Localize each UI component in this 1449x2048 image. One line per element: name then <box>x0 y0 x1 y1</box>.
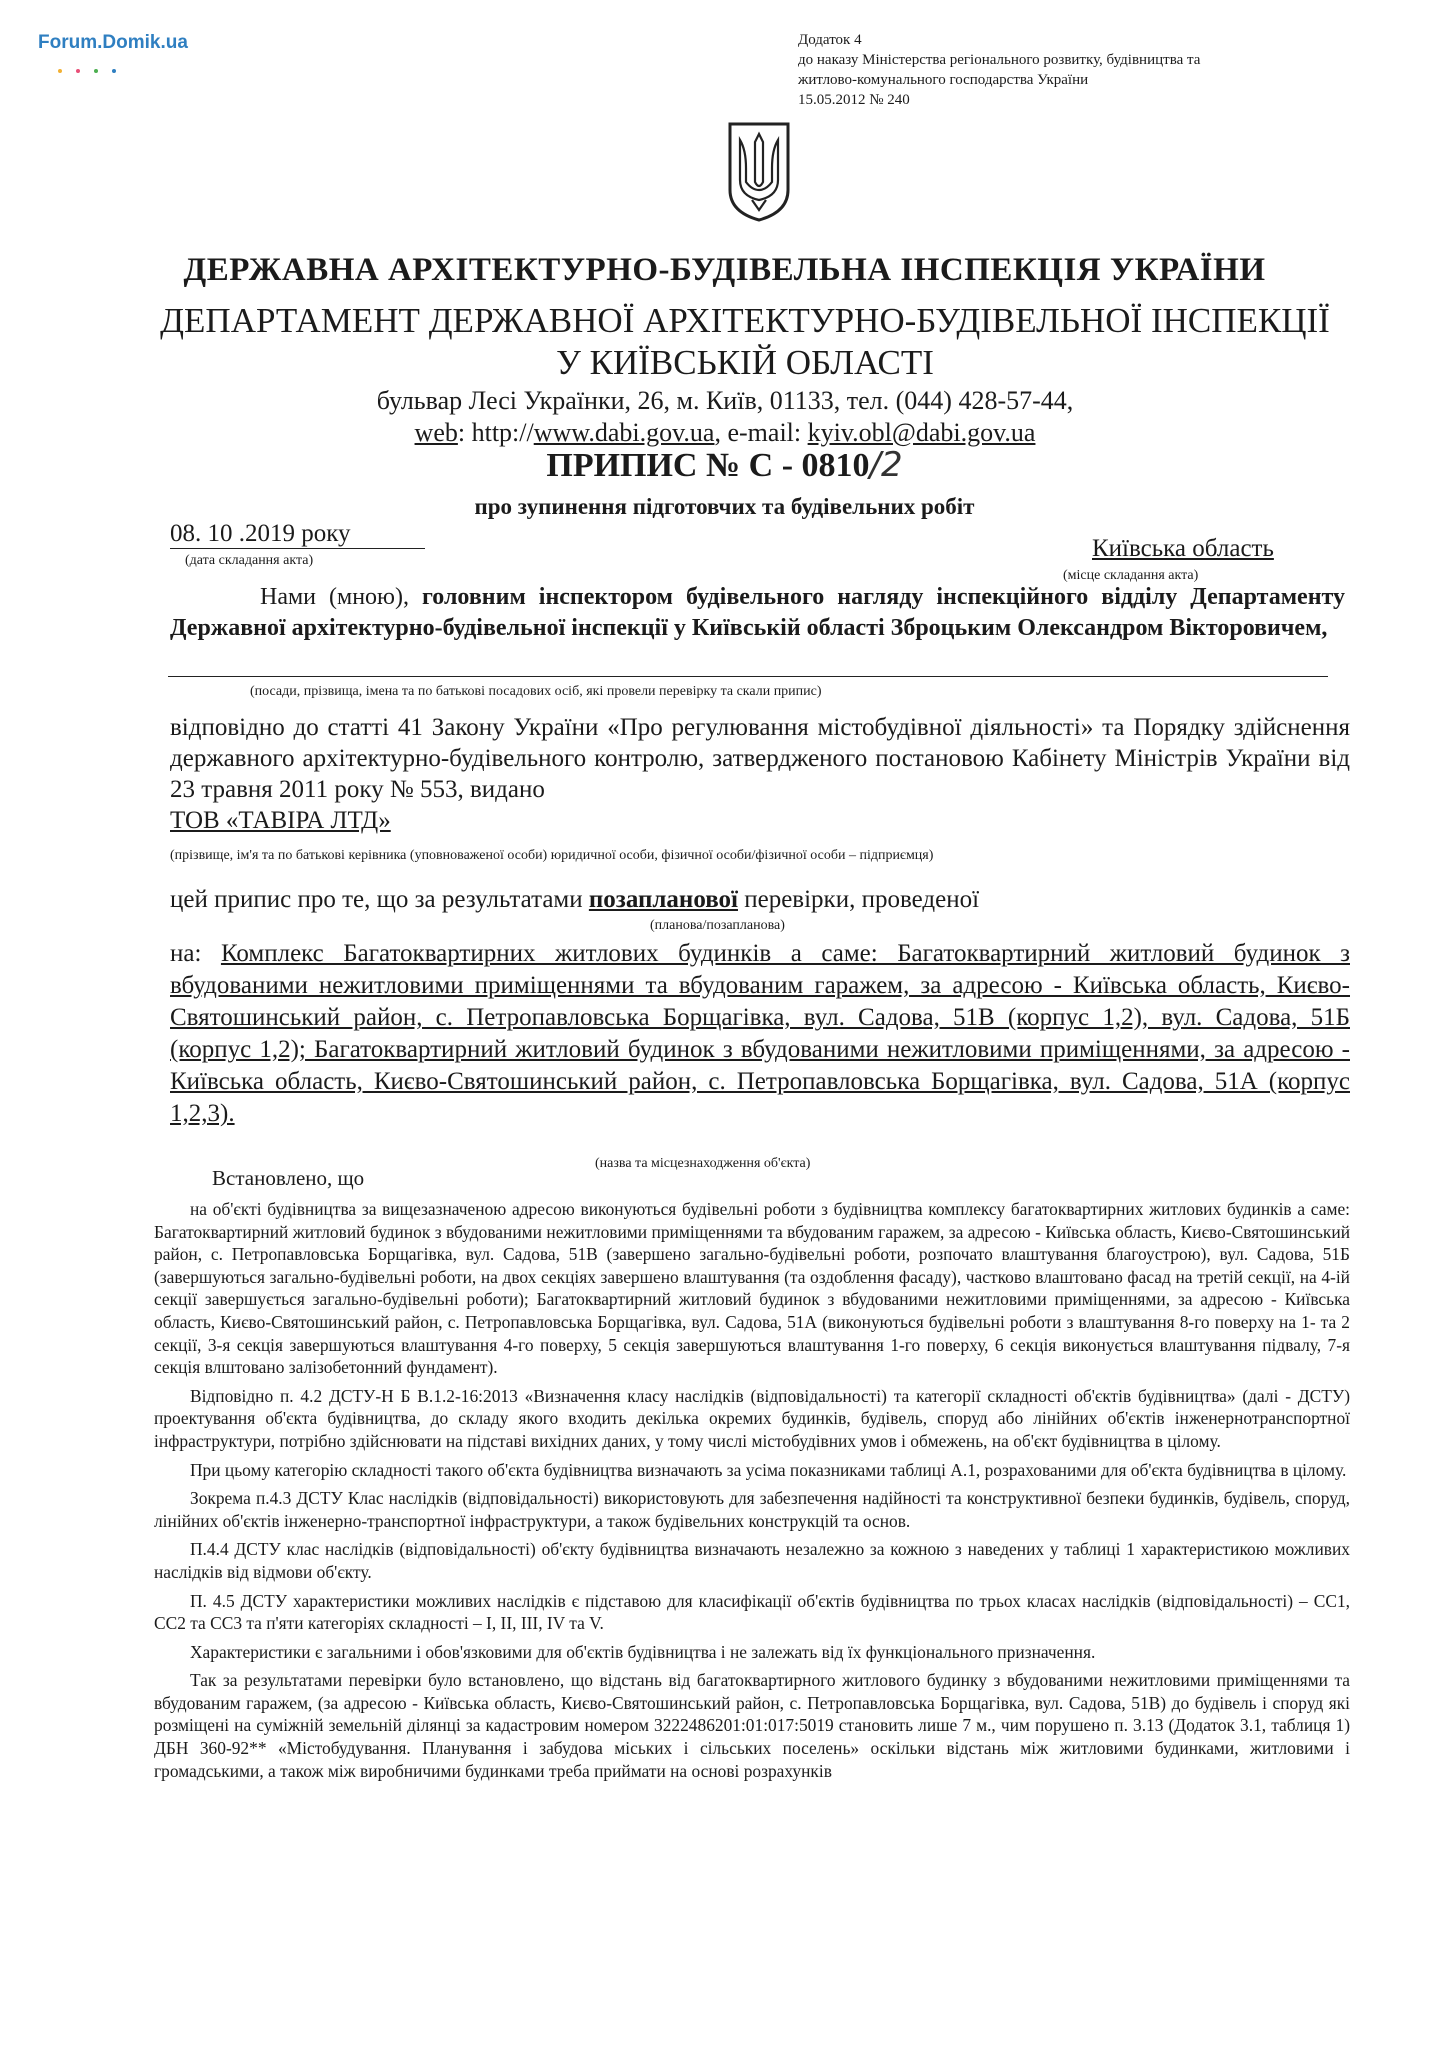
inspector-underline <box>168 676 1328 677</box>
basis-paragraph <box>170 712 1350 836</box>
inspector-lead: Нами (мною), <box>260 584 422 610</box>
annex-line: житлово-комунального господарства України <box>798 72 1089 88</box>
date-caption: (дата складання акта) <box>185 553 314 568</box>
order-title <box>0 445 1449 485</box>
findings-paragraph: на об'єкті будівництва за вищезазначеною адресою виконуються будівельні роботи з будівництва комплексу багатоквартирних житлових будинків а саме: Багатоквартирний житловий будинок з вбудованими нежитловими приміщеннями та вбудованим гаражем, за адресою - Київська область, Києво-Святошинський район, с. Петропавловська Борщагівка, вул. Садова, 51В (завершено загально-будівельні роботи, розпочато влаштування благоустрою), вул. Садова, 51Б (завершуються загально-будівельні роботи, на двох секціях завершено влаштування (та оздоблення фасаду), частково влаштовано фасад на третій секції, на 4-ій секції завершується загально-будівельні роботи); Багатоквартирний житловий будинок з вбудованими нежитловими приміщеннями, за адресою - Київська область, Києво-Святошинський район, с. Петропавловська Борщагівка, вул. Садова, 51А (виконуються будівельні роботи з влаштування 8-го поверху на 1- та 2 секції, 3-я секція завершуються влаштування 4-го поверху, 5 секція завершуються влаштування 1-го поверху, 6 секція виконується влаштування підвалу, 7-я секція влштовано залізобетонний фундамент). <box>154 1199 1350 1378</box>
owner-caption: (прізвище, ім'я та по батькові керівника (уповноваженої особи) юридичної особи, фізичної особи/фізичної особи – підприємця) <box>170 848 934 863</box>
department-line: ДЕПАРТАМЕНТ ДЕРЖАВНОЇ АРХІТЕКТУРНО-БУДІВЕЛЬНОЇ ІНСПЕКЦІЇ <box>160 301 1330 340</box>
inspection-kind-caption: (планова/позапланова) <box>650 918 785 933</box>
department-line: У КИЇВСЬКІЙ ОБЛАСТІ <box>556 343 934 382</box>
object-prefix: на: <box>170 940 221 967</box>
order-date: 08. 10 .2019 року <box>170 520 425 549</box>
findings-paragraph: Характеристики є загальними і обов'язковими для об'єктів будівництва і не залежать від їх функціонального призначення. <box>190 1641 1096 1662</box>
email-link[interactable]: kyiv.obl@dabi.gov.ua <box>807 418 1036 447</box>
annex-line: до наказу Міністерства регіонального розвитку, будівництва та <box>798 52 1201 68</box>
inspection-kind: позапланової <box>588 886 738 913</box>
agency-title: ДЕРЖАВНА АРХІТЕКТУРНО-БУДІВЕЛЬНА ІНСПЕКЦІЯ УКРАЇНИ <box>183 252 1266 288</box>
email-label: , e-mail: <box>714 418 808 447</box>
inspector-caption: (посади, прізвища, імена та по батькові посадових осіб, які провели перевірку та скали припис) <box>250 684 822 699</box>
annex-line: 15.05.2012 № 240 <box>798 92 910 108</box>
order-place: Київська область <box>1092 535 1274 562</box>
watermark-dot <box>58 69 62 73</box>
web-link[interactable]: www.dabi.gov.ua <box>533 418 715 447</box>
findings-paragraph: При цьому категорію складності такого об'єкта будівництва визначають за усіма показниками таблиці А.1, розрахованими для об'єкта будівництва в цілому. <box>190 1459 1347 1480</box>
basis-text: відповідно до статті 41 Закону України «Про регулювання містобудівної діяльності» та Порядку здійснення державного архітектурно-будівельного контролю, затвердженого постановою Кабінету Міністрів України від 23 травня 2011 року № 553, видано <box>170 714 1350 803</box>
order-subject: про зупинення підготовчих та будівельних робіт <box>474 494 975 519</box>
web-label: web <box>414 418 458 447</box>
findings-paragraph: Так за результатами перевірки було встановлено, що відстань від багатоквартирного житлового будинку з вбудованими нежитловими приміщеннями та вбудованим гаражем, (за адресою - Київська область, Києво-Святошинський район, с. Петропавловська Борщагівка, вул. Садова, 51В) до будівель і споруд які розміщені на суміжній земельній ділянці за кадастровим номером 3222486201:01:017:5019 становить лише 7 м., чим порушено п. 3.13 (Додаток 3.1, таблиця 1) ДБН 360-92** «Містобудування. Планування і забудова міських і сільських поселень» оскільки відстань між житловими будинками, житловими і громадськими, а також між виробничими будинками треба приймати на основі розрахунків <box>154 1670 1350 1781</box>
site-watermark: Forum.Domik.ua <box>38 32 188 53</box>
annex-line: Додаток 4 <box>798 32 862 48</box>
findings-paragraph: Зокрема п.4.3 ДСТУ Клас наслідків (відповідальності) використовують для забезпечення надійності та конструктивної безпеки будинків, будівель, споруд, лінійних об'єктів інженерно-транспортної інфраструктури, а також будівельних конструкцій та основ. <box>154 1488 1350 1531</box>
findings-body <box>154 1198 1350 1788</box>
watermark-dots <box>58 60 130 78</box>
coat-of-arms-icon <box>726 120 792 224</box>
inspection-text-before: цей припис про те, що за результатами <box>170 886 589 913</box>
inspection-line <box>170 886 979 914</box>
watermark-dot <box>94 69 98 73</box>
findings-paragraph: Відповідно п. 4.2 ДСТУ-Н Б В.1.2-16:2013 «Визначення класу наслідків (відповідальності) та категорії складності об'єктів будівництва» (далі - ДСТУ) проектування об'єкта будівництва, до складу якого входить декілька окремих будинків, будівель, споруд або лінійних об'єктів інженернотранспортної інфраструктури, потрібно здійснювати на підставі вихідних даних, у тому числі містобудівних умов і обмежень, на об'єкт будівництва в цілому. <box>154 1385 1350 1451</box>
watermark-dot <box>112 69 116 73</box>
web-prefix: : http:// <box>457 418 534 447</box>
object-caption: (назва та місцезнаходження об'єкта) <box>595 1156 811 1171</box>
postal-address: бульвар Лесі Українки, 26, м. Київ, 01133, тел. (044) 428-57-44, <box>376 386 1074 415</box>
handwritten-suffix: /2 <box>869 445 903 485</box>
department-title <box>120 300 1370 384</box>
findings-paragraph: П.4.4 ДСТУ клас наслідків (відповідальності) об'єкту будівництва визначають незалежно за кожною з наведених у таблиці 1 характеристикою можливих наслідків від відмови об'єкту. <box>154 1539 1350 1582</box>
findings-heading: Встановлено, що <box>212 1166 365 1190</box>
inspector-paragraph <box>170 582 1345 644</box>
order-number: ПРИПИС № С - 0810 <box>546 447 870 484</box>
object-description: Комплекс Багатоквартирних житлових будинків а саме: Багатоквартирний житловий будинок з вбудованими нежитловими приміщеннями та вбудованим гаражем, за адресою - Київська область, Києво-Святошинський район, с. Петропавловська Борщагівка, вул. Садова, 51В (корпус 1,2), вул. Садова, 51Б (корпус 1,2); Багатоквартирний житловий будинок з вбудованими нежитловими приміщеннями, за адресою - Київська область, Києво-Святошинський район, с. Петропавловська Борщагівка, вул. Садова, 51А (корпус 1,2,3). <box>170 940 1350 1127</box>
place-caption: (місце складання акта) <box>1063 568 1199 583</box>
findings-paragraph: П. 4.5 ДСТУ характеристики можливих наслідків є підставою для класифікації об'єктів будівництва по трьох класах наслідків (відповідальності) – СС1, СС2 та СС3 та п'яти категоріях складності – І, ІІ, ІІІ, IV та V. <box>154 1590 1350 1634</box>
inspection-text-after: перевірки, проведеної <box>737 886 980 913</box>
contact-block <box>100 385 1350 449</box>
watermark-dot <box>76 69 80 73</box>
annex-note <box>798 30 1358 110</box>
inspector-text: головним інспектором будівельного нагляду інспекційного відділу Департаменту Державної архітектурно-будівельної інспекції у Київській області Зброцьким Олександром Вікторовичем, <box>170 584 1345 641</box>
object-paragraph <box>170 938 1350 1130</box>
owner-name: ТОВ «ТАВІРА ЛТД» <box>170 807 391 834</box>
